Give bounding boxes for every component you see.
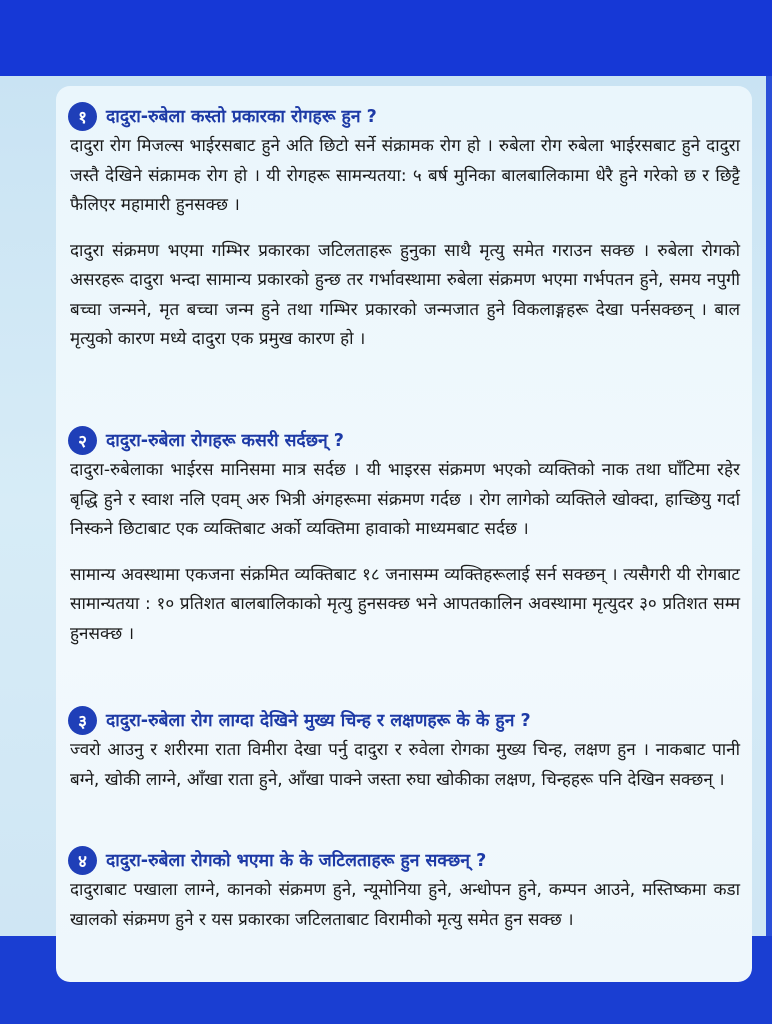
content-card [56, 86, 752, 982]
section-title: दादुरा-रुबेला कस्तो प्रकारका रोगहरू हुन ? [106, 107, 377, 127]
section-2 [56, 426, 752, 649]
number-badge: ४ [68, 846, 97, 875]
side-stripe [766, 76, 772, 1024]
header-band [0, 0, 772, 76]
paragraph: दादुरा संक्रमण भएमा गम्भिर प्रकारका जटिलताहरू हुनुका साथै मृत्यु समेत गराउन सक्छ । रुबेला रोगको असरहरू दादुरा भन्दा सामान्य प्रकारको हुन्छ तर गर्भावस्थामा रुबेला संक्रमण भएमा गर्भपतन हुने, समय नपुगी बच्चा जन्मने, मृत बच्चा जन्म हुने तथा गम्भिर प्रकारको जन्मजात हुने विकलाङ्गहरू देखा पर्नसक्छन् । बाल मृत्युको कारण मध्ये दादुरा एक प्रमुख कारण हो । [70, 240, 740, 349]
section-title: दादुरा-रुबेला रोगहरू कसरी सर्दछन् ? [106, 431, 344, 451]
section-1 [56, 102, 752, 355]
section-4 [56, 846, 752, 935]
section-title: दादुरा-रुबेला रोग लाग्दा देखिने मुख्य चिन्ह र लक्षणहरू के के हुन ? [106, 711, 531, 731]
section-heading [56, 846, 752, 876]
section-heading [56, 426, 752, 456]
paragraph: ज्वरो आउनु र शरीरमा राता विमीरा देखा पर्नु दादुरा र रुवेला रोगका मुख्य चिन्ह, लक्षण हुन । नाकबाट पानी बग्ने, खोकी लाग्ने, आँखा राता हुने, आँखा पाक्ने जस्ता रुघा खोकीका लक्षण, चिन्हहरू पनि देखिन सक्छन् । [70, 740, 740, 790]
section-heading [56, 706, 752, 736]
number-badge: १ [68, 102, 97, 131]
section-3 [56, 706, 752, 795]
number-badge: २ [68, 426, 97, 455]
paragraph: सामान्य अवस्थामा एकजना संक्रमित व्यक्तिबाट १८ जनासम्म व्यक्तिहरूलाई सर्न सक्छन् । त्यसैगरी यी रोगबाट सामान्यतया : १० प्रतिशत बालबालिकाको मृत्यु हुनसक्छ भने आपतकालिन अवस्थामा मृत्युदर ३० प्रतिशत सम्म हुनसक्छ । [70, 564, 740, 644]
paragraph: दादुरा रोग मिजल्स भाईरसबाट हुने अति छिटो सर्ने संक्रामक रोग हो । रुबेला रोग रुबेला भाईरसबाट हुने दादुरा जस्तै देखिने संक्रामक रोग हो । यी रोगहरू सामन्यतया: ५ बर्ष मुनिका बालबालिकामा धेरै हुने गरेको छ र छिट्टै फैलिएर महामारी हुनसक्छ । [70, 136, 740, 215]
section-heading [56, 102, 752, 132]
paragraph: दादुराबाट पखाला लाग्ने, कानको संक्रमण हुने, न्यूमोनिया हुने, अन्धोपन हुने, कम्पन आउने, मस्तिष्कमा कडा खालको संक्रमण हुने र यस प्रकारका जटिलताबाट विरामीको मृत्यु समेत हुन सक्छ । [70, 880, 740, 930]
paragraph: दादुरा-रुबेलाका भाईरस मानिसमा मात्र सर्दछ । यी भाइरस संक्रमण भएको व्यक्तिको नाक तथा घाँटिमा रहेर बृद्धि हुने र स्वाश नलि एवम् अरु भित्री अंगहरूमा संक्रमण गर्दछ । रोग लागेको व्यक्तिले खोक्दा, हाच्छियु गर्दा निस्कने छिटाबाट एक व्यक्तिबाट अर्को व्यक्तिमा हावाको माध्यमबाट सर्दछ । [70, 460, 740, 539]
section-title: दादुरा-रुबेला रोगको भएमा के के जटिलताहरू हुन सक्छन् ? [106, 851, 487, 871]
number-badge: ३ [68, 706, 97, 735]
